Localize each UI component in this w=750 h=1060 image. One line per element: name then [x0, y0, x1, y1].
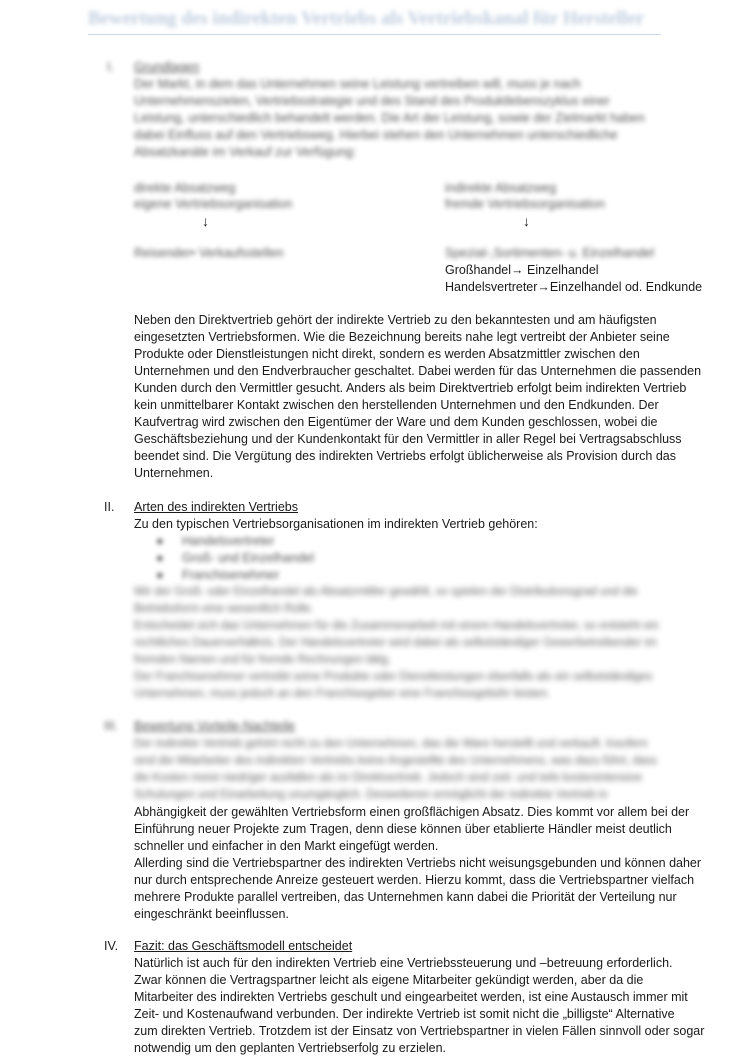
- text-line: rechtliches Dauerverhältnis. Der Handelsvertreter wird dabei als selbstständiger Gewerbetreibender im: [134, 637, 657, 649]
- text-line: Wir der Groß- oder Einzelhandel als Absatzmittler gewählt, so spielen der Distributionsgrad und die: [134, 586, 638, 598]
- section-3-number: III.: [104, 719, 118, 733]
- text-line: beendet sind. Die Vergütung des indirekten Vertriebs erfolgt üblicherweise als Provision durch das: [134, 449, 676, 463]
- text-line: kein unmittelbarer Kontakt zwischen den herstellenden Unternehmen und den Endkunden. Der: [134, 398, 659, 412]
- text-line: sind die Mitarbeiter des indirekten Vertriebs keine Angestellte des Unternehmens, was dazu führt, dass: [134, 755, 657, 767]
- list-item: ● Franchisenehmer: [156, 568, 280, 582]
- bullet-icon: ●: [156, 568, 164, 582]
- list-item: ● Groß- und Einzelhandel: [156, 551, 315, 565]
- indirect-channel-agent: Handelsvertreter→Einzelhandel od. Endkunde: [445, 280, 703, 294]
- section-2-heading: Arten des indirekten Vertriebs: [134, 500, 298, 514]
- section-4-number: IV.: [104, 939, 119, 953]
- text-line: Zeit- und Kostenaufwand verbunden. Der indirekte Vertrieb ist somit nicht die „billigste“ Alternative: [134, 1007, 675, 1021]
- text-line: notwendig um den geplanten Vertriebserfolg zu erzielen.: [134, 1041, 447, 1055]
- section-3-heading: Bewertung Vorteile-Nachteile: [134, 719, 296, 733]
- text-line: Mitarbeiter des indirekten Vertriebs geschult und eingearbeitet werden, ist eine Austausch immer mit: [134, 990, 688, 1004]
- text-line: Leistung, unterschiedlich behandelt werden. Die Art der Leistung, sowie der Zielmarkt haben: [134, 111, 645, 125]
- section-3-paragraph: [134, 804, 701, 923]
- text-line: Unternehmenszielen, Vertriebsstrategie und des Stand des Produktlebenszyklus einer: [134, 94, 610, 108]
- down-arrow-icon: ↓: [523, 213, 530, 229]
- text-line: nur durch entsprechende Anreize gesteuert werden. Hierzu kommt, dass die Vertriebspartner vielfach: [134, 873, 695, 887]
- section-3-blurred-paragraph: [134, 736, 657, 804]
- section-1-heading: Grundlagen: [134, 60, 200, 74]
- indirect-channel-examples: Spezial-,Sortimenten- u. Einzelhandel: [445, 246, 655, 260]
- text-line: Der Markt, in dem das Unternehmen seine Leistung vertreiben will, muss je nach: [134, 77, 581, 91]
- text-line: zum direkten Vertrieb. Trotzdem ist der Einsatz von Vertriebspartner in vielen Fällen sinnvoll oder sogar: [134, 1024, 705, 1038]
- section-4-heading: Fazit: das Geschäftsmodell entscheidet: [134, 939, 353, 953]
- text-line: Schulungen und Einarbeitung unumgänglich. Desweiteren ermöglicht der indirekte Vertrieb in: [134, 789, 608, 801]
- text-line: fremden Namen und für fremde Rechnungen tätig.: [134, 654, 391, 666]
- text-line: Natürlich ist auch für den indirekten Vertrieb eine Vertriebssteuerung und –betreuung erforderlich.: [134, 956, 673, 970]
- text-line: Allerding sind die Vertriebspartner des indirekten Vertriebs nicht weisungsgebunden und können daher: [134, 856, 702, 870]
- list-item: ● Handelsvertreter: [156, 534, 275, 548]
- text-line: Der Franchisenehmer vertreibt seine Produkte oder Dienstleistungen ebenfalls als ein selbstständiges: [134, 671, 653, 683]
- text-line: Der indirekte Vertrieb gehört nicht zu den Unternehmen, das die Ware herstellt und verkauft. Insofern: [134, 738, 648, 750]
- text-line: die Kosten meist niedriger ausfallen als im Direktvertrieb. Jedoch sind zeit- und teils kostenintensive: [134, 772, 643, 784]
- section-4-paragraph: [134, 955, 704, 1057]
- text-line: Unternehmen, muss jedoch an den Franchisegeber eine Franchisegebühr leisten.: [134, 688, 551, 700]
- text-line: Unternehmen und den Endverbraucher geschaltet. Dabei werden für das Unternehmen die passenden: [134, 364, 702, 378]
- section-1-number: I.: [107, 60, 114, 74]
- text-line: Zwar können die Vertragspartner leicht als eigene Mitarbeiter gekündigt werden, aber da die: [134, 973, 644, 987]
- section-1-paragraph: [134, 312, 701, 482]
- section-1-intro: [134, 76, 645, 161]
- section-2-number: II.: [104, 500, 115, 514]
- down-arrow-icon: ↓: [202, 213, 209, 229]
- title-divider: [88, 34, 661, 35]
- text-line: Abhängigkeit der gewählten Vertriebsform einen großflächigen Absatz. Dies kommt vor allem bei der: [134, 805, 690, 819]
- text-line: Betriebsform eine wesentlich Rolle.: [134, 603, 314, 615]
- text-line: mehrere Produkte parallel vertreiben, das Unternehmen kann dabei die Priorität der Verteilung nur: [134, 890, 677, 904]
- indirect-channel-wholesale: Großhandel→ Einzelhandel: [445, 263, 599, 277]
- section-2-paragraph: [134, 584, 659, 703]
- text-line: Kaufvertrag wird zwischen den Eigentümer der Ware und dem Kunden geschlossen, wobei die: [134, 415, 658, 429]
- section-2-intro: Zu den typischen Vertriebsorganisationen im indirekten Vertrieb gehören:: [134, 517, 538, 531]
- indirect-channel-title: indirekte Absatzweg: [445, 181, 557, 195]
- text-line: Kunden durch den Vermittler gesucht. Anders als beim Direktvertrieb erfolgt beim indirekten Vertrieb: [134, 381, 687, 395]
- direct-channel-org: eigene Vertriebsorganisation: [134, 197, 293, 211]
- text-line: schneller und einfacher in den Markt eingefügt werden.: [134, 839, 439, 853]
- text-line: Unternehmen.: [134, 466, 214, 480]
- direct-channel-examples: Reisender• Verkaufsstellen: [134, 246, 284, 260]
- text-line: Neben den Direktvertrieb gehört der indirekte Vertrieb zu den bekanntesten und am häufigsten: [134, 313, 657, 327]
- text-line: dabei Einfluss auf den Vertriebsweg. Hierbei stehen den Unternehmen unterschiedliche: [134, 128, 618, 142]
- text-line: Produkte oder Dienstleistungen nicht direkt, sondern es werden Absatzmittler zwischen den: [134, 347, 640, 361]
- section-2-bullet-list: [156, 533, 314, 584]
- bullet-icon: ●: [156, 534, 164, 548]
- text-line: eingesetzten Vertriebsformen. Wie die Bezeichnung bereits nahe legt vertreibt der Anbieter seine: [134, 330, 670, 344]
- bullet-icon: ●: [156, 551, 164, 565]
- text-line: Geschäftsbeziehung und der Kundenkontakt für den Vermittler in aller Regel bei Vertragsabschluss: [134, 432, 682, 446]
- text-line: eingeschränkt beeinflussen.: [134, 907, 289, 921]
- direct-channel-title: direkte Absatzweg: [134, 181, 236, 195]
- document-title: Bewertung des indirekten Vertriebs als Vertriebskanal für Hersteller: [88, 8, 645, 29]
- text-line: Entscheidet sich das Unternehmen für die Zusammenarbeit mit einem Handelsvertreter, so entsteht ein: [134, 620, 659, 632]
- text-line: Einführung neuer Projekte zum Tragen, denn diese können über etablierte Händler meist deutlich: [134, 822, 672, 836]
- text-line: Absatzkanäle im Verkauf zur Verfügung:: [134, 145, 357, 159]
- indirect-channel-org: fremde Vertriebsorganisation: [445, 197, 605, 211]
